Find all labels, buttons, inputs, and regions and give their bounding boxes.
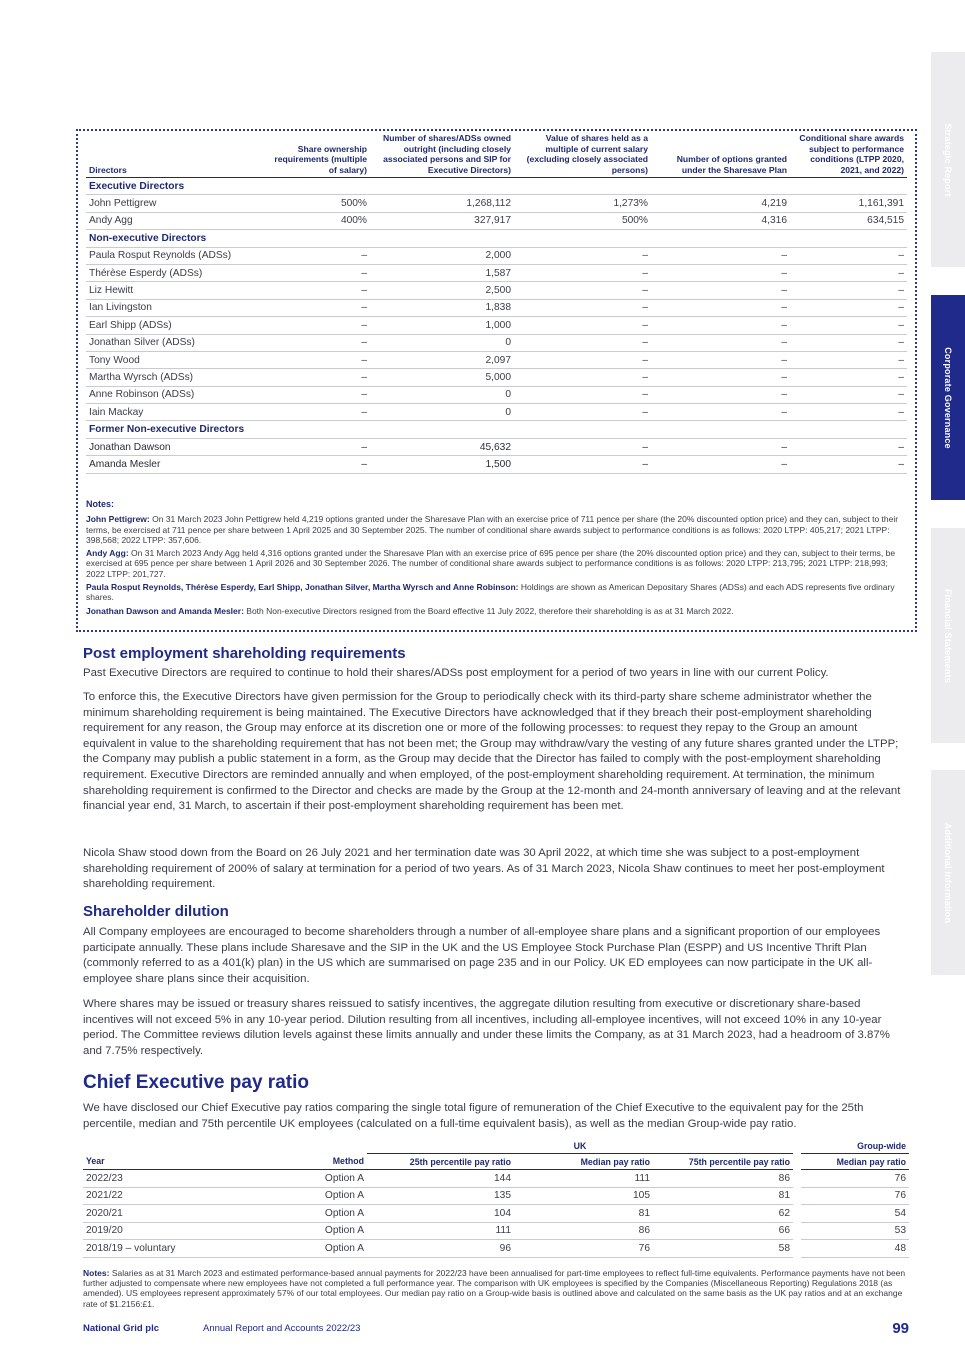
table-cell: – [514,247,651,264]
table-cell: 4,316 [651,212,790,229]
table-cell: 111 [514,1170,653,1188]
pay-ratio-intro: We have disclosed our Chief Executive pay ratios comparing the single total figure of remuneration of the Chief Executive to the equivalent pay for the 25th percentile, median and 75th percentile UK employees (calculated on a full-time equivalent basis), as well as the median Group-wide pay ratio. [83,1102,864,1130]
tab-corporate-governance[interactable] [931,295,965,500]
note-lead: Andy Agg: [86,548,129,559]
table-row [83,1187,909,1205]
column-header: Method [239,1154,367,1170]
note-item [86,548,901,579]
note-item [86,582,901,603]
director-name: Jonathan Silver (ADSs) [86,334,262,351]
table-cell: 1,500 [370,456,514,473]
table-cell: – [514,438,651,455]
directors-shareholding-table [86,133,907,474]
table-cell: – [262,351,370,368]
director-name: Amanda Mesler [86,456,262,473]
table-cell: – [262,369,370,386]
pay-ratio-heading: Chief Executive pay ratio [83,1072,309,1093]
year-cell: 2018/19 – voluntary [83,1240,239,1258]
table-row [86,264,907,281]
post-employment-heading: Post employment shareholding requirements [83,645,406,662]
column-header: Directors [86,133,262,178]
group-header-uk: UK [367,1138,797,1154]
table-row [86,456,907,473]
table-cell: – [651,264,790,281]
shareholder-dilution-heading: Shareholder dilution [83,903,229,920]
table-cell: – [790,264,907,281]
director-name: Thérèse Esperdy (ADSs) [86,264,262,281]
year-cell: 2022/23 [83,1170,239,1188]
section-header-row [86,178,907,195]
table-row [83,1240,909,1258]
table-cell: – [262,264,370,281]
directors-shareholding-box [76,129,917,632]
table-cell: – [790,299,907,316]
table-cell: 500% [262,195,370,212]
note-text: Both Non-executive Directors resigned from the Board effective 11 July 2022, therefore their shareholding is as at 31 March 2022. [243,605,734,616]
director-name: Liz Hewitt [86,282,262,299]
column-header: Median pay ratio [514,1154,653,1170]
table-cell: 2,500 [370,282,514,299]
footer-company: National Grid plc [83,1323,160,1334]
table-header-row [83,1154,909,1170]
note-lead: Paula Rosput Reynolds, Thérèse Esperdy, Earl Shipp, Jonathan Silver, Martha Wyrsch and Anne Robinson: [86,582,519,593]
director-name: Tony Wood [86,351,262,368]
table-cell: 1,268,112 [370,195,514,212]
notes-heading: Notes: [86,499,115,509]
table-cell: 62 [653,1205,797,1223]
table-cell: 76 [797,1187,909,1205]
post-employment-paragraph: To enforce this, the Executive Directors have given permission for the Group to periodically check with its third-party share scheme administrator whether the minimum shareholding requirement is being maintained. The Executive Directors have acknowledged that if they breach their post-employment shareholding requirement for any reason, the Group may enforce at its discretion one or more of the following processes: to request they repay to the Group an amount equivalent in value to the shareholding requirement that has not been met; the Group may withdraw/vary the vesting of any future shares granted under the LTPP; the Company may publish a public statement in a form, as the Group may decide that the Director has failed to comply with the post-employment shareholding requirement. Executive Directors are reminded annually and when employed, of the post-employment shareholding requirement. At termination, the minimum shareholding requirement is confirmed to the Director and checks are made by the Group at the 12-month and 24-month anniversary of leaving and at the relevant financial year end, 31 March, to ascertain if their post-employment shareholding requirement has been met. [83,691,901,813]
section-header-row [86,230,907,247]
table-cell: 634,515 [790,212,907,229]
table-cell: 58 [653,1240,797,1258]
table-row [86,404,907,421]
director-name: Ian Livingston [86,299,262,316]
table-header-row [86,133,907,178]
table-cell: – [790,438,907,455]
footer-report-title: Annual Report and Accounts 2022/23 [203,1323,361,1334]
table-cell: – [790,247,907,264]
director-name: Paula Rosput Reynolds (ADSs) [86,247,262,264]
table-cell: 76 [514,1240,653,1258]
table-cell: 327,917 [370,212,514,229]
table-row [86,299,907,316]
section-title: Executive Directors [86,178,907,195]
section-header-row [86,421,907,438]
table-group-header-row [83,1138,909,1154]
table-cell: 48 [797,1240,909,1258]
table-cell: 1,587 [370,264,514,281]
table-cell: – [651,386,790,403]
table-row [86,247,907,264]
director-name: Anne Robinson (ADSs) [86,386,262,403]
pay-ratio-table [83,1138,909,1258]
director-name: Iain Mackay [86,404,262,421]
note-text: On 31 March 2023 John Pettigrew held 4,219 options granted under the Sharesave Plan with an exercise price of 711 pence per share (the 20% discounted option price) and they can, subject to their terms, be exercised at 711 pence per share between 1 April 2025 and 30 September 2025. The number of conditional share awards subject to performance conditions is as follows: 2020 LTPP: 405,217; 2021 LTPP: 398,568; 2022 LTPP: 357,606. [86,514,899,545]
table-cell: 104 [367,1205,514,1223]
group-header-group-wide: Group-wide [797,1138,909,1154]
table-cell: – [262,317,370,334]
column-header: 25th percentile pay ratio [367,1154,514,1170]
table-cell: – [514,404,651,421]
table-cell: 53 [797,1222,909,1240]
table-cell: 45,632 [370,438,514,455]
table-cell: 54 [797,1205,909,1223]
table-cell: Option A [239,1240,367,1258]
table-cell: – [651,299,790,316]
column-header: Year [83,1154,239,1170]
notes-lead: Notes: [83,1268,110,1278]
table-cell: 0 [370,386,514,403]
table-cell: 86 [653,1170,797,1188]
pay-ratio-notes [83,1268,909,1309]
pay-ratio-table-body [83,1170,909,1258]
table-cell: – [651,404,790,421]
directors-notes [86,499,901,619]
note-item [86,514,901,545]
table-cell: 135 [367,1187,514,1205]
table-cell: – [651,247,790,264]
column-header: 75th percentile pay ratio [653,1154,797,1170]
table-cell: – [514,369,651,386]
table-cell: – [651,317,790,334]
table-cell: 1,273% [514,195,651,212]
table-row [86,438,907,455]
directors-table-body [86,178,907,474]
table-cell: 0 [370,404,514,421]
table-cell: 81 [514,1205,653,1223]
table-cell: 0 [370,334,514,351]
table-cell: – [262,334,370,351]
table-cell: – [262,456,370,473]
post-employment-paragraph: Past Executive Directors are required to continue to hold their shares/ADSs post employment for a period of two years in line with our current Policy. [83,667,829,679]
table-cell: 66 [653,1222,797,1240]
table-cell: – [790,456,907,473]
director-name: Jonathan Dawson [86,438,262,455]
note-lead: Jonathan Dawson and Amanda Mesler: [86,605,244,616]
table-cell: Option A [239,1187,367,1205]
director-name: Martha Wyrsch (ADSs) [86,369,262,386]
table-row [86,351,907,368]
table-row [86,195,907,212]
table-cell: – [790,334,907,351]
table-cell: 1,838 [370,299,514,316]
table-cell: – [514,264,651,281]
table-cell: – [514,386,651,403]
note-text: Holdings are shown as American Depositary Shares (ADSs) and each ADS represents five ordinary shares. [86,582,895,603]
column-header: Number of options granted under the Sharesave Plan [651,133,790,178]
column-header: Value of shares held as a multiple of current salary (excluding closely associated persons) [514,133,651,178]
table-cell: – [262,247,370,264]
table-row [86,369,907,386]
tab-additional-information[interactable] [931,770,965,975]
page-number: 99 [892,1320,909,1337]
tab-label: Strategic Report [943,122,953,197]
table-cell: 4,219 [651,195,790,212]
table-row [83,1205,909,1223]
dilution-paragraph: Where shares may be issued or treasury shares reissued to satisfy incentives, the aggregate dilution resulting from executive or discretionary share-based incentives will not exceed 5% in any 10-year period. Dilution resulting from all incentives, including all-employee incentives, will not exceed 10% in any 10-year period. The Committee reviews dilution levels against these limits annually and under these limits the Company, as at 31 March 2023, had a headroom of 3.87% and 7.75% respectively. [83,998,890,1057]
table-cell: 5,000 [370,369,514,386]
table-cell: – [790,282,907,299]
table-cell: – [514,351,651,368]
table-cell: – [514,282,651,299]
note-item [86,606,901,616]
table-cell: 400% [262,212,370,229]
table-cell: Option A [239,1205,367,1223]
tab-financial-statements[interactable] [931,528,965,743]
page-footer [83,1320,909,1340]
table-cell: 500% [514,212,651,229]
post-employment-paragraph: Nicola Shaw stood down from the Board on 26 July 2021 and her termination date was 30 April 2022, at which time she was subject to a post-employment shareholding requirement of 200% of salary at termination for a period of two years. As of 31 March 2023, Nicola Shaw continues to meet her post-employment shareholding requirement. [83,847,885,891]
table-cell: 105 [514,1187,653,1205]
table-cell: – [790,351,907,368]
table-cell: – [262,386,370,403]
director-name: Earl Shipp (ADSs) [86,317,262,334]
table-cell: 81 [653,1187,797,1205]
table-cell: – [651,438,790,455]
table-cell: – [651,369,790,386]
table-cell: 1,161,391 [790,195,907,212]
column-header: Share ownership requirements (multiple of salary) [262,133,370,178]
table-cell: 76 [797,1170,909,1188]
table-cell: – [790,317,907,334]
table-row [86,212,907,229]
table-cell: 2,000 [370,247,514,264]
table-cell: – [262,282,370,299]
note-lead: John Pettigrew: [86,514,150,525]
year-cell: 2020/21 [83,1205,239,1223]
table-cell: 1,000 [370,317,514,334]
dilution-paragraph: All Company employees are encouraged to become shareholders through a number of all-employee share plans and a significant proportion of our employees participate annually. These plans include Sharesave and the SIP in the UK and the US Employee Stock Purchase Plan (ESPP) and US Incentive Thrift Plan (commonly referred to as a 401(k) plan) in the US which are summarised on page 235 and in our Policy. UK ED employees can now participate in the UK all-employee share plans since their acquisition. [83,926,881,985]
section-title: Former Non-executive Directors [86,421,907,438]
column-header: Median pay ratio [797,1154,909,1170]
table-row [83,1222,909,1240]
table-cell: – [790,386,907,403]
table-cell: – [514,456,651,473]
table-cell: – [651,351,790,368]
table-cell: – [514,299,651,316]
table-cell: – [790,404,907,421]
table-row [86,334,907,351]
tab-label: Additional Information [943,822,953,923]
table-cell: – [790,369,907,386]
tab-label: Corporate Governance [943,346,953,449]
table-cell: Option A [239,1170,367,1188]
notes-text: Salaries as at 31 March 2023 and estimated performance-based annual payments for 2022/23 have been annualised for part-time employees to reflect full-time equivalents. Performance payments have not been further adjusted to compensate where new employees have not completed a full performance year. The comparison with UK employees is specified by the Companies (Miscellaneous Reporting) Regulations 2018 (as amended). US employees represent approximately 57% of our total employees. Our median pay ratio on a Group-wide basis is outlined above and calculated on the same basis as the UK pay ratios and at an exchange rate of $1.2156:£1. [83,1268,906,1309]
tab-label: Financial Statements [943,588,953,683]
table-row [86,386,907,403]
table-cell: 96 [367,1240,514,1258]
table-cell: – [262,404,370,421]
table-cell: – [651,282,790,299]
table-cell: – [651,334,790,351]
table-cell: – [514,317,651,334]
year-cell: 2021/22 [83,1187,239,1205]
table-row [86,317,907,334]
director-name: John Pettigrew [86,195,262,212]
tab-strategic-report[interactable] [931,52,965,267]
table-cell: Option A [239,1222,367,1240]
column-header: Conditional share awards subject to performance conditions (LTPP 2020, 2021, and 2022) [790,133,907,178]
table-cell: – [651,456,790,473]
table-cell: 111 [367,1222,514,1240]
table-cell: – [262,438,370,455]
table-cell: 86 [514,1222,653,1240]
table-cell: – [514,334,651,351]
table-cell: 144 [367,1170,514,1188]
director-name: Andy Agg [86,212,262,229]
table-cell: – [262,299,370,316]
note-text: On 31 March 2023 Andy Agg held 4,316 options granted under the Sharesave Plan with an exercise price of 695 pence per share (the 20% discounted option price) and they can, subject to their terms, be exercised at 695 pence per share between 1 April 2026 and 30 September 2026. The number of conditional share awards subject to performance conditions is as follows: 2020 LTPP: 213,795; 2021 LTPP: 218,993; 2022 LTPP: 201,727. [86,548,896,579]
section-title: Non-executive Directors [86,230,907,247]
year-cell: 2019/20 [83,1222,239,1240]
table-row [86,282,907,299]
table-cell: 2,097 [370,351,514,368]
column-header: Number of shares/ADSs owned outright (including closely associated persons and SIP for Executive Directors) [370,133,514,178]
table-row [83,1170,909,1188]
